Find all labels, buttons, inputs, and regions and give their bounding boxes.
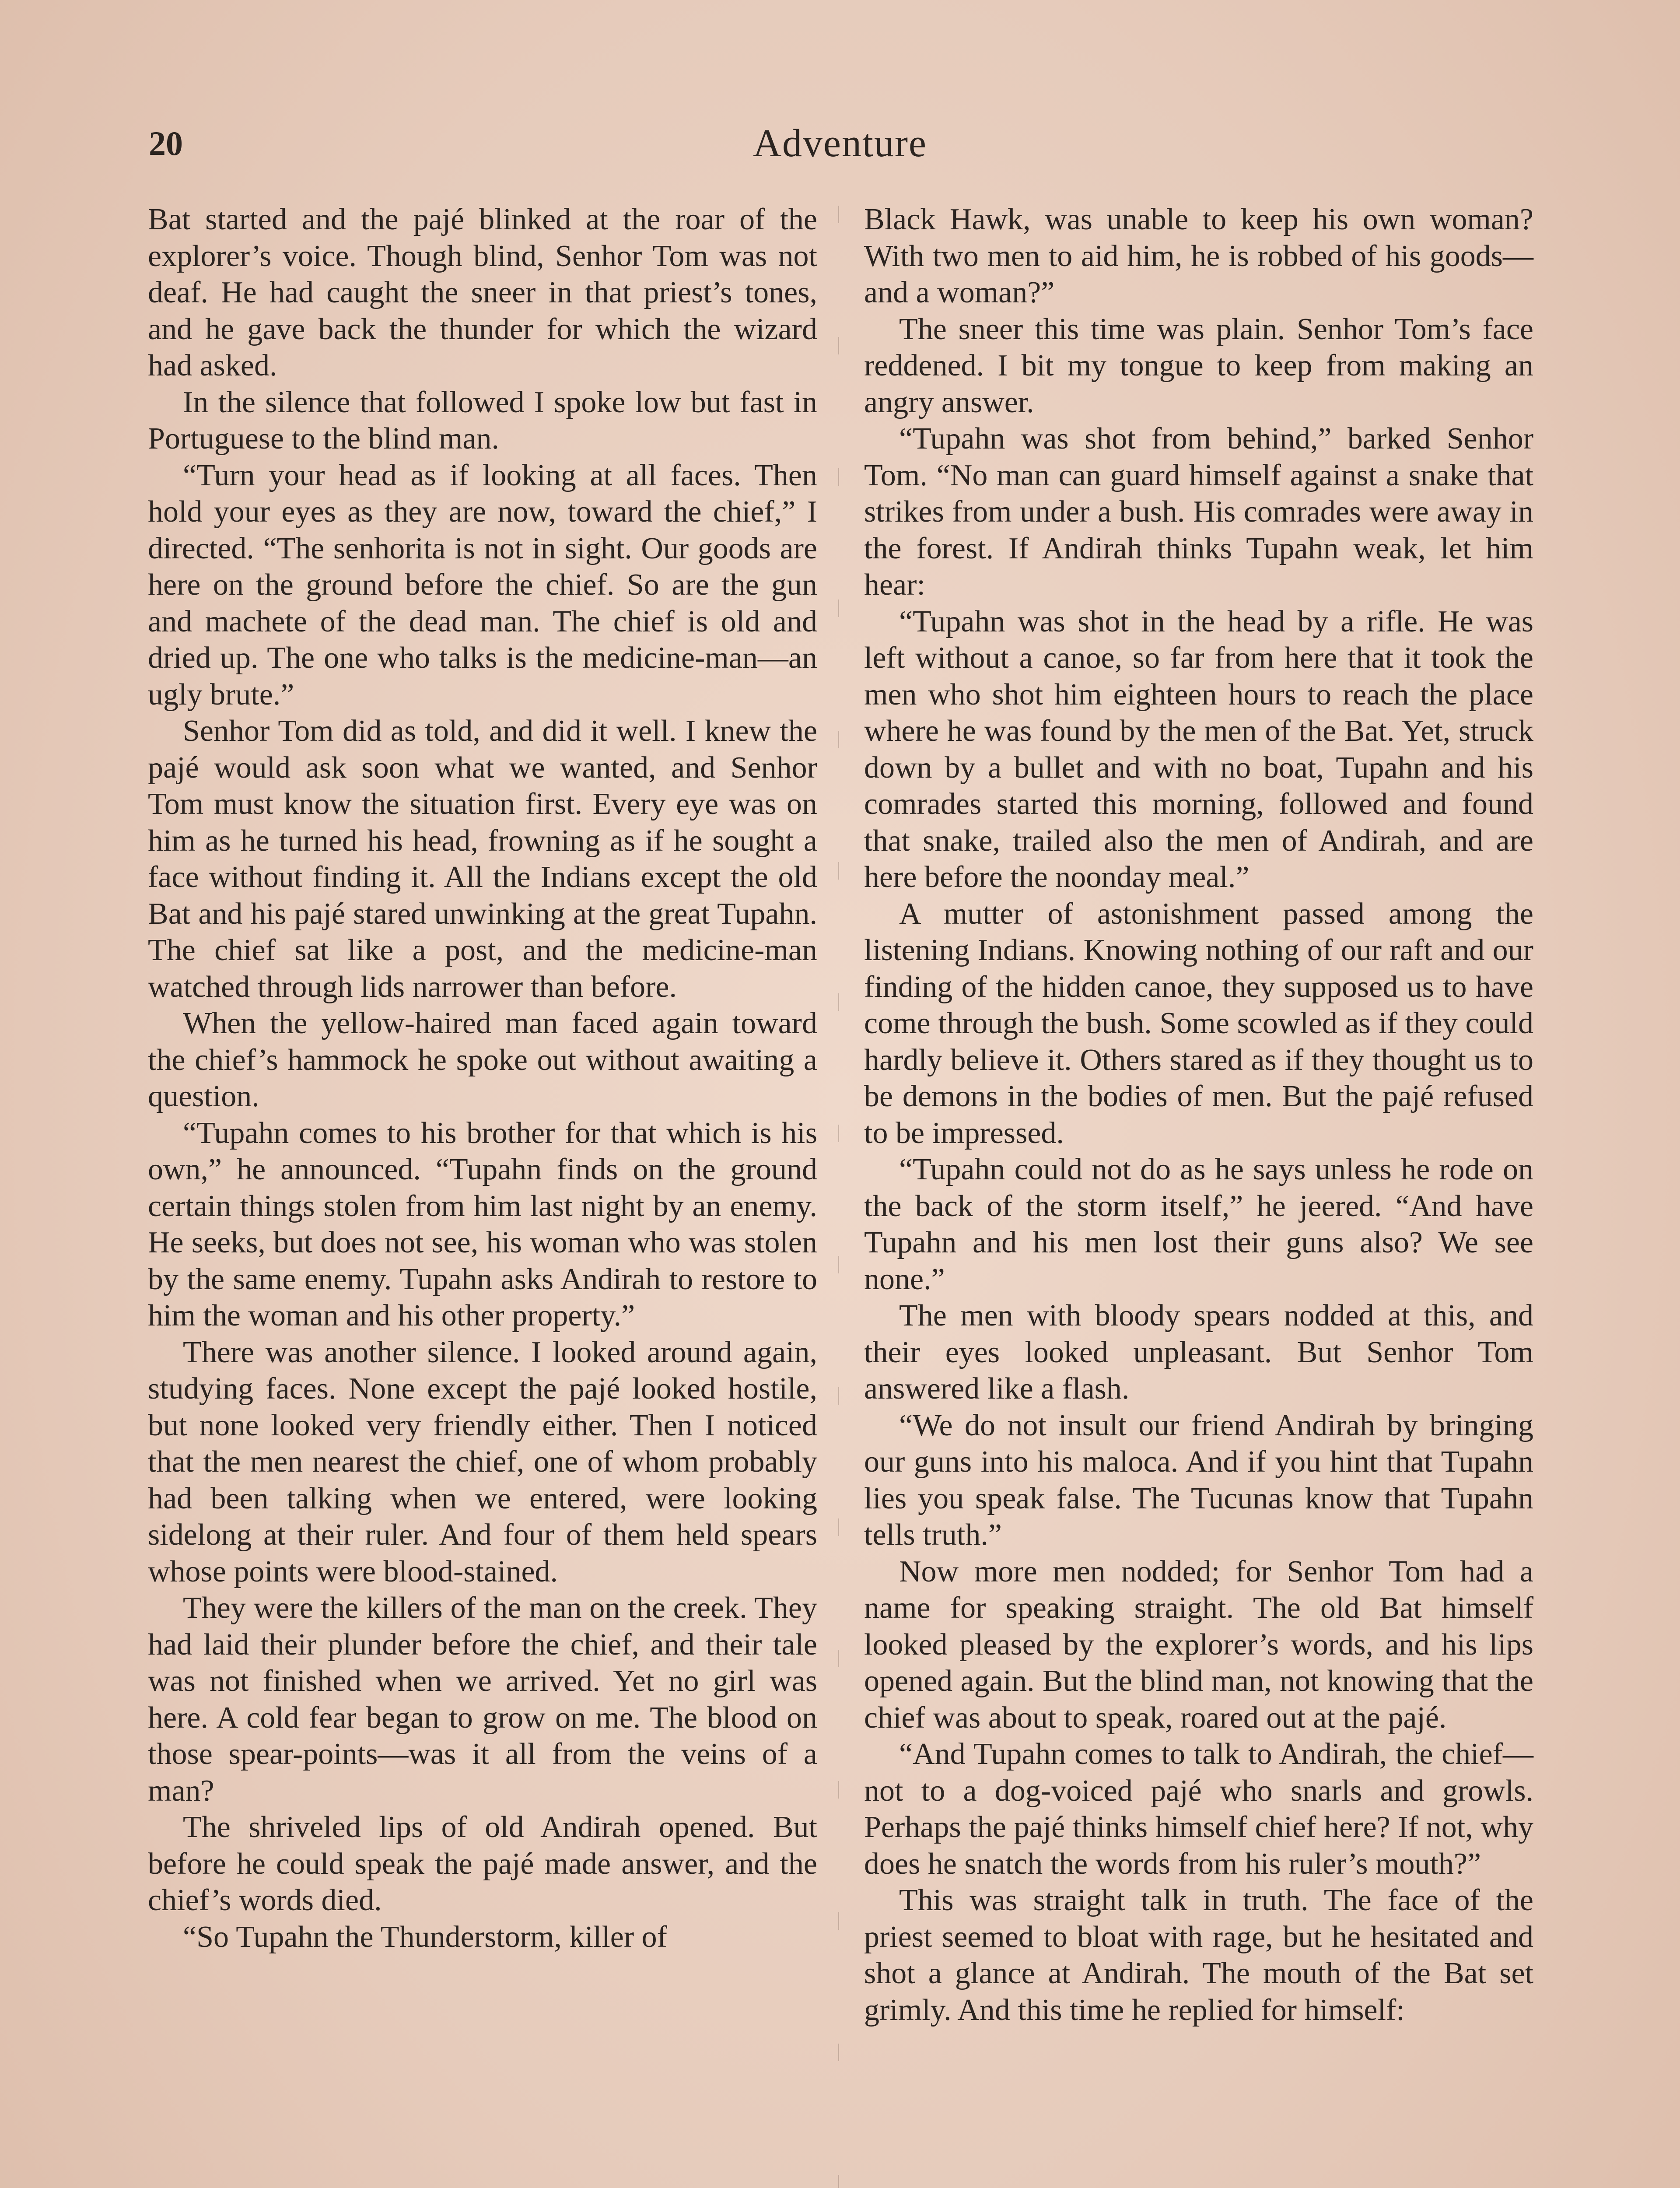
page-header [149, 117, 1531, 170]
paragraph: They were the killers of the man on the creek. They had laid their plunder before the chief, and their tale was not finished when we arrived. Yet no girl was here. A cold fear began to grow on me. The blood on those spear-points—was it all from the veins of a man? [148, 1591, 817, 1808]
paragraph: There was another silence. I looked around again, studying faces. None except the pajé looked hostile, but none looked very friendly either. Then I noticed that the men nearest the chief, one of whom probably had been talking when we entered, were looking sidelong at their ruler. And four of them held spears whose points were blood-stained. [148, 1335, 817, 1588]
paragraph: Bat started and the pajé blinked at the roar of the explorer’s voice. Though blind, Senhor Tom was not deaf. He had caught the sneer in that priest’s tones, and he gave back the thunder for which the wizard had asked. [148, 203, 817, 382]
paragraph: This was straight talk in truth. The face of the priest seemed to bloat with rage, but he hesitated and shot a glance at Andirah. The mouth of the Bat set grimly. And this time he replied for himself: [864, 1883, 1533, 2027]
paragraph: When the yellow-haired man faced again toward the chief’s hammock he spoke out without awaiting a question. [148, 1006, 817, 1113]
paragraph: “So Tupahn the Thunderstorm, killer of [183, 1920, 667, 1954]
column-divider [838, 206, 839, 2188]
paragraph: “Turn your head as if looking at all faces. Then hold your eyes as they are now, toward the chief,” I directed. “The senhorita is not in sight. Our goods are here on the ground before the chief. So are the gun and machete of the dead man. The chief is old and dried up. The one who talks is the medicine-man—an ugly brute.” [148, 458, 817, 712]
paragraph: “Tupahn was shot from behind,” barked Senhor Tom. “No man can guard himself against a snake that strikes from under a bush. His comrades were away in the forest. If Andirah thinks Tupahn weak, let him hear: [864, 422, 1533, 602]
page-number: 20 [149, 124, 183, 162]
paragraph: The sneer this time was plain. Senhor Tom’s face reddened. I bit my tongue to keep from making an angry answer. [864, 312, 1533, 419]
paragraph: “Tupahn comes to his brother for that which is his own,” he announced. “Tupahn finds on the ground certain things stolen from him last night by an enemy. He seeks, but does not see, his woman who was stolen by the same enemy. Tupahn asks Andirah to restore to him the woman and his other property.” [148, 1116, 817, 1332]
left-text-column [148, 201, 817, 1955]
paragraph: The men with bloody spears nodded at this, and their eyes looked unpleasant. But Senhor Tom answered like a flash. [864, 1299, 1533, 1406]
paragraph: Black Hawk, was unable to keep his own woman? With two men to aid him, he is robbed of his goods—and a woman?” [864, 203, 1533, 309]
paragraph: In the silence that followed I spoke low but fast in Portuguese to the blind man. [148, 385, 817, 456]
paragraph: “Tupahn could not do as he says unless he rode on the back of the storm itself,” he jeered. “And have Tupahn and his men lost their guns also? We see none.” [864, 1153, 1533, 1296]
magazine-title: Adventure [753, 122, 927, 165]
paragraph: “And Tupahn comes to talk to Andirah, the chief—not to a dog-voiced pajé who snarls and growls. Perhaps the pajé thinks himself chief here? If not, why does he snatch the words from his ruler’s mouth?” [864, 1737, 1533, 1881]
paragraph: “Tupahn was shot in the head by a rifle. He was left without a canoe, so far from here that it took the men who shot him eighteen hours to reach the place where he was found by the men of the Bat. Yet, struck down by a bullet and with no boat, Tupahn and his comrades started this morning, followed and found that snake, trailed also the men of Andirah, and are here before the noonday meal.” [864, 604, 1533, 894]
right-text-column [864, 201, 1533, 2028]
paragraph: Now more men nodded; for Senhor Tom had a name for speaking straight. The old Bat himself looked pleased by the explorer’s words, and his lips opened again. But the blind man, not knowing that the chief was about to speak, roared out at the pajé. [864, 1554, 1533, 1735]
paragraph: “We do not insult our friend Andirah by bringing our guns into his maloca. And if you hint that Tupahn lies you speak false. The Tucunas know that Tupahn tells truth.” [864, 1408, 1533, 1552]
paragraph: Senhor Tom did as told, and did it well. I knew the pajé would ask soon what we wanted, and Senhor Tom must know the situation first. Every eye was on him as he turned his head, frowning as if he sought a face without finding it. All the Indians except the old Bat and his pajé stared unwinking at the great Tupahn. The chief sat like a post, and the medicine-man watched through lids narrower than before. [148, 714, 817, 1004]
paragraph: A mutter of astonishment passed among the listening Indians. Knowing nothing of our raft and our finding of the hidden canoe, they supposed us to have come through the bush. Some scowled as if they could hardly believe it. Others stared as if they thought us to be demons in the bodies of men. But the pajé refused to be impressed. [864, 897, 1533, 1150]
paragraph: The shriveled lips of old Andirah opened. But before he could speak the pajé made answer, and the chief’s words died. [148, 1810, 817, 1917]
